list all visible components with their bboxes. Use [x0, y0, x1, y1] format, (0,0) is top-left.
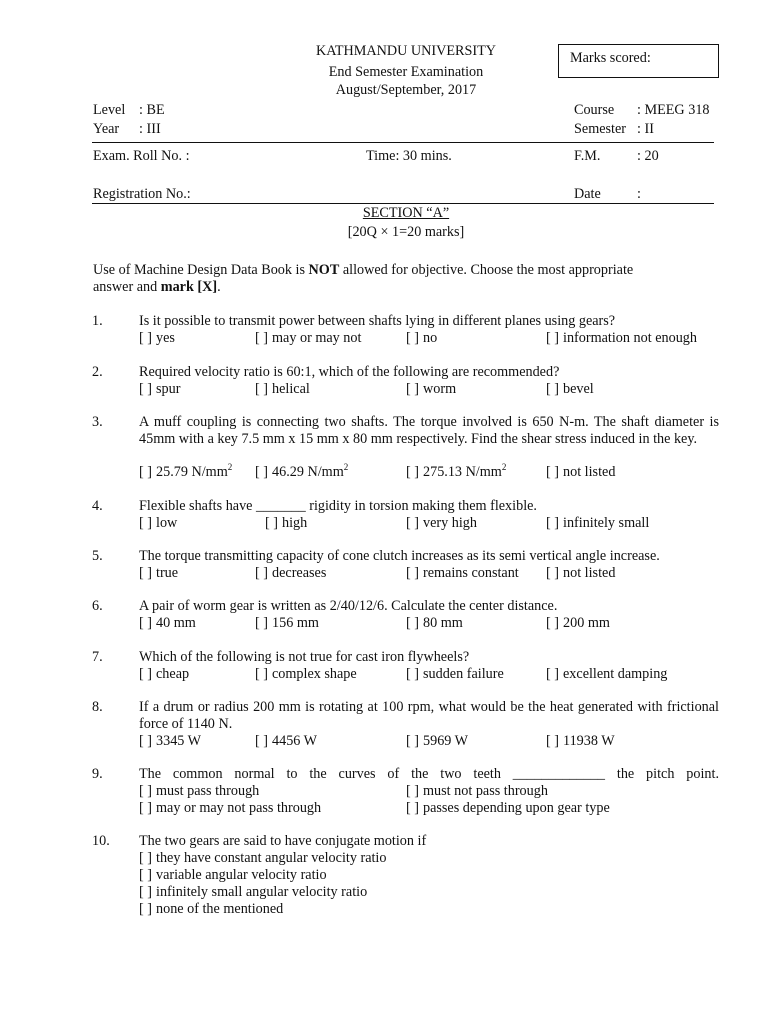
option[interactable]: [ ] no	[406, 330, 438, 346]
checkbox[interactable]: [ ]	[546, 666, 559, 682]
question-text: If a drum or radius 200 mm is rotating at 100 rpm, what would be the heat generated with frictional force of 1140 N.	[139, 699, 719, 732]
checkbox[interactable]: [ ]	[139, 666, 152, 682]
registration-label: Registration No.:	[93, 186, 191, 202]
option[interactable]: [ ] 25.79 $N/mm^2$	[139, 462, 233, 480]
option[interactable]: [ ] 5969 W	[406, 733, 469, 749]
checkbox[interactable]: [ ]	[255, 381, 268, 397]
option[interactable]: [ ] 80 mm	[406, 615, 463, 631]
option[interactable]: [ ] yes	[139, 330, 175, 346]
option[interactable]: [ ] helical	[255, 381, 310, 397]
checkbox[interactable]: [ ]	[546, 381, 559, 397]
option[interactable]: [ ] not listed	[546, 464, 616, 480]
checkbox[interactable]: [ ]	[139, 800, 152, 816]
date-value: :	[637, 186, 641, 202]
option[interactable]: [ ] remains constant	[406, 565, 519, 581]
question-text: The common normal to the curves of the two teeth _____________ the pitch point.	[139, 766, 719, 782]
checkbox[interactable]: [ ]	[406, 615, 419, 631]
option[interactable]: [ ] 275.13 $N/mm^2$	[406, 462, 507, 480]
question-number: 8.	[92, 699, 103, 715]
option[interactable]: [ ] 3345 W	[139, 733, 202, 749]
checkbox[interactable]: [ ]	[546, 733, 559, 749]
checkbox[interactable]: [ ]	[139, 884, 152, 900]
year-label: Year	[93, 121, 120, 137]
checkbox[interactable]: [ ]	[546, 615, 559, 631]
checkbox[interactable]: [ ]	[255, 464, 268, 480]
question-number: 9.	[92, 766, 103, 782]
option[interactable]: [ ] infinitely small	[546, 515, 650, 531]
question-text: Which of the following is not true for cast iron flywheels?	[139, 649, 470, 665]
question-number: 6.	[92, 598, 103, 614]
instructions-line-2: answer and mark [X].	[93, 279, 221, 295]
checkbox[interactable]: [ ]	[406, 464, 419, 480]
option[interactable]: [ ] 46.29 $N/mm^2$	[255, 462, 349, 480]
year-value: : III	[139, 121, 161, 137]
question-number: 4.	[92, 498, 103, 514]
checkbox[interactable]: [ ]	[255, 330, 268, 346]
marks-scored-box[interactable]	[558, 44, 719, 78]
checkbox[interactable]: [ ]	[139, 783, 152, 799]
full-marks-value: : 20	[637, 148, 659, 164]
question-text: Is it possible to transmit power between shafts lying in different planes using gears?	[139, 313, 616, 329]
option[interactable]: [ ] bevel	[546, 381, 594, 397]
option[interactable]: [ ] infinitely small angular velocity ratio	[139, 884, 368, 900]
checkbox[interactable]: [ ]	[406, 565, 419, 581]
checkbox[interactable]: [ ]	[546, 464, 559, 480]
header-rule-top	[92, 142, 714, 143]
question-text: The two gears are said to have conjugate motion if	[139, 833, 427, 849]
option[interactable]: [ ] very high	[406, 515, 477, 531]
level-value: : BE	[139, 102, 165, 118]
option[interactable]: [ ] 40 mm	[139, 615, 196, 631]
question-text: Flexible shafts have _______ rigidity in torsion making them flexible.	[139, 498, 537, 514]
date-label: Date	[574, 186, 601, 202]
roll-number-label: Exam. Roll No. :	[93, 148, 190, 164]
option[interactable]: [ ] high	[265, 515, 308, 531]
checkbox[interactable]: [ ]	[406, 381, 419, 397]
semester-value: : II	[637, 121, 654, 137]
university-name: KATHMANDU UNIVERSITY	[315, 43, 497, 59]
option[interactable]: [ ] must pass through	[139, 783, 260, 799]
option[interactable]: [ ] variable angular velocity ratio	[139, 867, 327, 883]
option[interactable]: [ ] may or may not pass through	[139, 800, 322, 816]
exam-title: End Semester Examination	[328, 64, 484, 80]
course-label: Course	[574, 102, 615, 118]
checkbox[interactable]: [ ]	[406, 783, 419, 799]
checkbox[interactable]: [ ]	[546, 565, 559, 581]
question-number: 1.	[92, 313, 103, 329]
checkbox[interactable]: [ ]	[255, 666, 268, 682]
checkbox[interactable]: [ ]	[255, 615, 268, 631]
option[interactable]: [ ] true	[139, 565, 179, 581]
exam-session: August/September, 2017	[335, 82, 477, 98]
option[interactable]: [ ] must not pass through	[406, 783, 548, 799]
checkbox[interactable]: [ ]	[546, 330, 559, 346]
question-number: 3.	[92, 414, 103, 430]
semester-label: Semester	[574, 121, 627, 137]
option[interactable]: [ ] decreases	[255, 565, 327, 581]
checkbox[interactable]: [ ]	[406, 666, 419, 682]
question-number: 5.	[92, 548, 103, 564]
course-value: : MEEG 318	[637, 102, 710, 118]
question-text: A pair of worm gear is written as 2/40/12/6. Calculate the center distance.	[139, 598, 558, 614]
level-label: Level	[93, 102, 126, 118]
option[interactable]: [ ] sudden failure	[406, 666, 504, 682]
full-marks-label: F.M.	[574, 148, 601, 164]
option[interactable]: [ ] information not enough	[546, 330, 697, 346]
question-text: A muff coupling is connecting two shafts. The torque involved is 650 N-m. The shaft diameter is 45mm with a key 7.5 mm x 15 mm x 80 mm respectively. Find the shear stress induced in the key.	[139, 414, 719, 447]
checkbox[interactable]: [ ]	[139, 381, 152, 397]
option[interactable]: [ ] low	[139, 515, 178, 531]
header-rule-bottom	[92, 203, 714, 204]
option[interactable]: [ ] 156 mm	[255, 615, 319, 631]
option[interactable]: [ ] spur	[139, 381, 181, 397]
section-title: SECTION “A”	[362, 205, 450, 221]
option[interactable]: [ ] they have constant angular velocity ratio	[139, 850, 387, 866]
checkbox[interactable]: [ ]	[139, 733, 152, 749]
checkbox[interactable]: [ ]	[406, 330, 419, 346]
checkbox[interactable]: [ ]	[139, 901, 152, 917]
checkbox[interactable]: [ ]	[406, 733, 419, 749]
option[interactable]: [ ] cheap	[139, 666, 190, 682]
section-marks: [20Q × 1=20 marks]	[347, 224, 465, 240]
option[interactable]: [ ] passes depending upon gear type	[406, 800, 610, 816]
option[interactable]: [ ] 11938 W	[546, 733, 615, 749]
option[interactable]: [ ] excellent damping	[546, 666, 668, 682]
checkbox[interactable]: [ ]	[546, 515, 559, 531]
checkbox[interactable]: [ ]	[406, 800, 419, 816]
checkbox[interactable]: [ ]	[406, 515, 419, 531]
checkbox[interactable]: [ ]	[139, 565, 152, 581]
option[interactable]: [ ] not listed	[546, 565, 616, 581]
instructions-line-1: Use of Machine Design Data Book is NOT allowed for objective. Choose the most appropriate	[93, 262, 634, 278]
checkbox[interactable]: [ ]	[265, 515, 278, 531]
exam-time: Time: 30 mins.	[366, 148, 452, 164]
checkbox[interactable]: [ ]	[139, 615, 152, 631]
option[interactable]: [ ] 200 mm	[546, 615, 610, 631]
marks-scored-label: Marks scored:	[570, 50, 651, 66]
checkbox[interactable]: [ ]	[139, 515, 152, 531]
option[interactable]: [ ] may or may not	[255, 330, 362, 346]
option[interactable]: [ ] 4456 W	[255, 733, 318, 749]
question-number: 7.	[92, 649, 103, 665]
checkbox[interactable]: [ ]	[139, 330, 152, 346]
option[interactable]: [ ] complex shape	[255, 666, 357, 682]
option[interactable]: [ ] none of the mentioned	[139, 901, 284, 917]
checkbox[interactable]: [ ]	[139, 464, 152, 480]
checkbox[interactable]: [ ]	[139, 850, 152, 866]
question-text: The torque transmitting capacity of cone clutch increases as its semi vertical angle increase.	[139, 548, 660, 564]
question-number: 10.	[92, 833, 110, 849]
checkbox[interactable]: [ ]	[255, 733, 268, 749]
checkbox[interactable]: [ ]	[255, 565, 268, 581]
option[interactable]: [ ] worm	[406, 381, 457, 397]
checkbox[interactable]: [ ]	[139, 867, 152, 883]
question-text: Required velocity ratio is 60:1, which of the following are recommended?	[139, 364, 560, 380]
question-number: 2.	[92, 364, 103, 380]
